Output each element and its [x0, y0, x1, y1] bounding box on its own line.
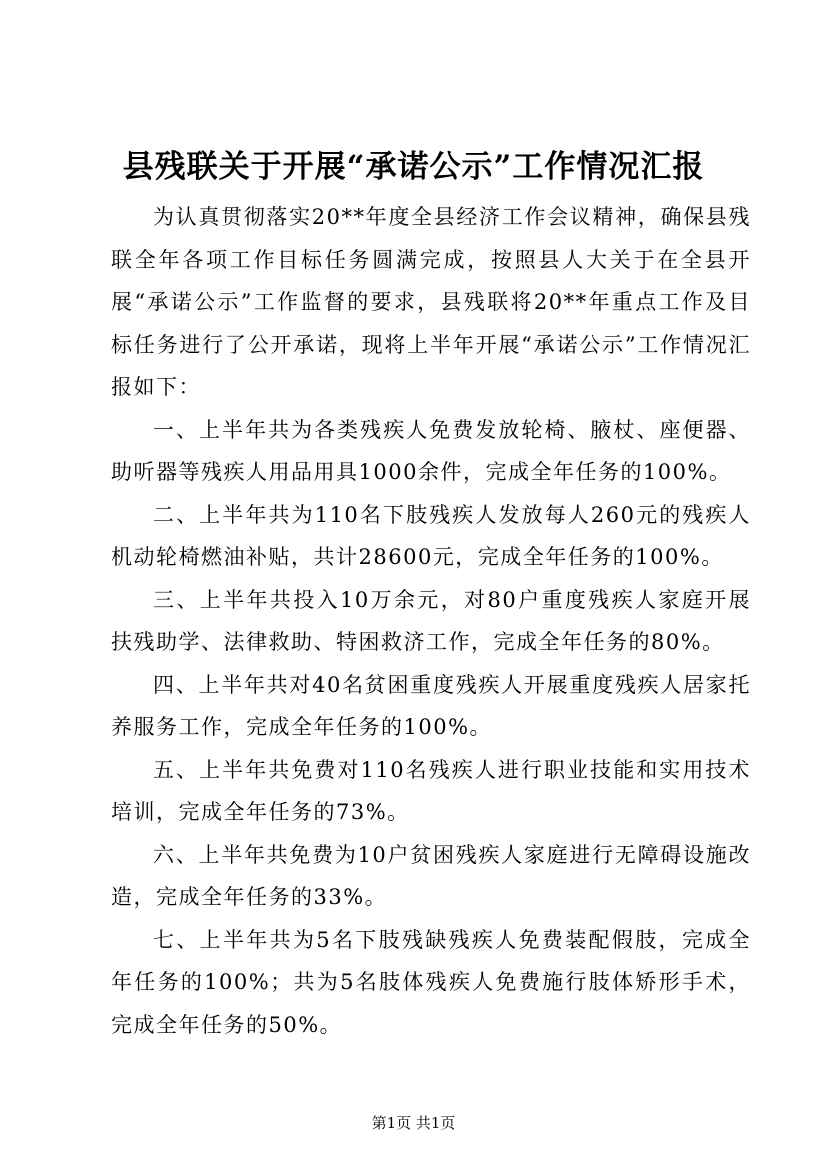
item-paragraph-1: 一、上半年共为各类残疾人免费发放轮椅、腋杖、座便器、助听器等残疾人用品用具1000余件，完成全年任务的100%。: [111, 417, 751, 484]
item-paragraph-6: 六、上半年共免费为10户贫困残疾人家庭进行无障碍设施改造，完成全年任务的33%。: [111, 842, 751, 909]
item-paragraph-5: 五、上半年共免费对110名残疾人进行职业技能和实用技术培训，完成全年任务的73%。: [111, 757, 751, 824]
document-title: 县残联关于开展“承诺公示”工作情况汇报: [122, 149, 705, 185]
document-body: [111, 196, 751, 1046]
intro-paragraph: 为认真贯彻落实20**年度全县经济工作会议精神，确保县残联全年各项工作目标任务圆满完成，按照县人大关于在全县开展“承诺公示”工作监督的要求，县残联将20**年重点工作及目标任务进行了公开承诺，现将上半年开展“承诺公示”工作情况汇报如下：: [111, 205, 751, 399]
item-paragraph-7: 七、上半年共为5名下肢残缺残疾人免费装配假肢，完成全年任务的100%；共为5名肢体残疾人免费施行肢体矫形手术，完成全年任务的50%。: [111, 927, 751, 1037]
item-paragraph-4: 四、上半年共对40名贫困重度残疾人开展重度残疾人居家托养服务工作，完成全年任务的100%。: [111, 672, 751, 739]
item-paragraph-2: 二、上半年共为110名下肢残疾人发放每人260元的残疾人机动轮椅燃油补贴，共计28600元，完成全年任务的100%。: [111, 502, 751, 569]
item-paragraph-3: 三、上半年共投入10万余元，对80户重度残疾人家庭开展扶残助学、法律救助、特困救济工作，完成全年任务的80%。: [111, 587, 751, 654]
page-number-footer: 第1页 共1页: [371, 1114, 456, 1132]
